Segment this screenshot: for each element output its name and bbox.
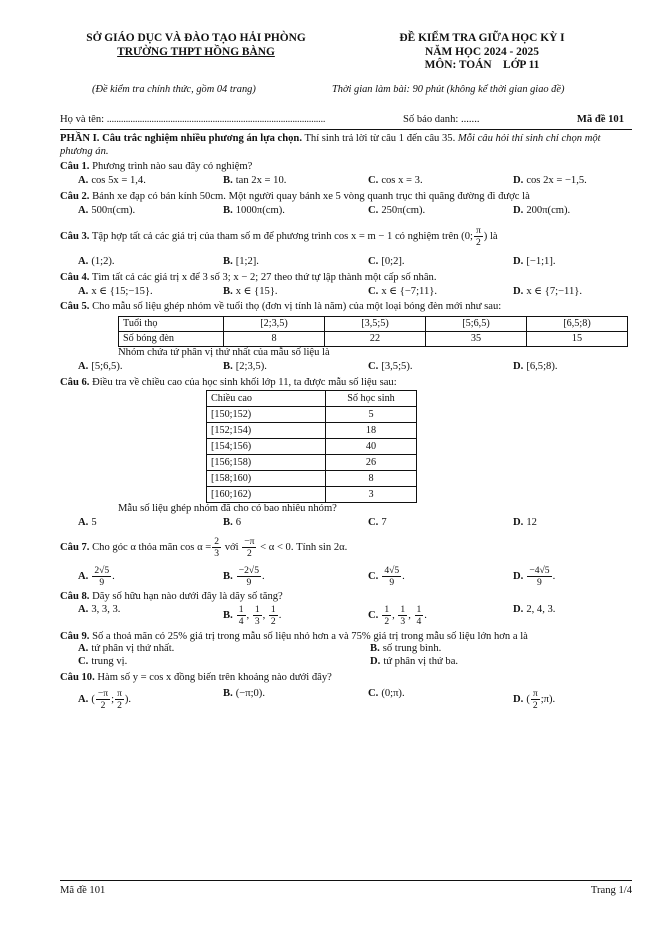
text-span: 1	[416, 604, 422, 616]
table-row	[207, 439, 417, 455]
question-9	[60, 631, 632, 669]
text-span: 3, 3, 3.	[91, 604, 121, 616]
option-c: C. [0;2].	[368, 256, 405, 268]
text-span: 3	[326, 487, 417, 503]
text-span: 12	[526, 516, 537, 528]
text-span: Hàm số y = cos x đồng biến trên khoảng nào dưới đây?	[94, 671, 332, 683]
option-a: A. 5	[78, 516, 97, 528]
text-span: −π	[97, 688, 109, 700]
option-d: D. ( $\frac{\pi}{2}$ ;π).	[513, 688, 556, 712]
text-span: 4√5	[384, 564, 400, 576]
text-span: 5	[326, 407, 417, 423]
text-span: [150;152)	[207, 407, 326, 423]
option-b: B. số trung bình.	[370, 643, 442, 655]
text-span: 8	[326, 471, 417, 487]
text-span: 26	[326, 455, 417, 471]
text-span: 9	[389, 576, 395, 588]
header-divider	[60, 129, 632, 130]
text-span: 18	[326, 423, 417, 439]
text-span: tứ phân vị thứ nhất.	[91, 643, 175, 655]
option-b: B. 1000π(cm).	[223, 204, 285, 216]
time-note: Thời gian làm bài: 90 phút (không kể thời gian giao đề)	[332, 84, 565, 95]
text-span: [154;156)	[207, 439, 326, 455]
option-a: A. 3, 3, 3.	[78, 604, 121, 616]
text-span: 3	[254, 616, 260, 628]
text-span: x ∈ {7;−11}.	[526, 285, 582, 297]
question-7	[60, 536, 632, 588]
option-d: D. 12	[513, 516, 537, 528]
question-3	[60, 225, 632, 269]
student-number-label: Số báo danh: .......	[403, 114, 480, 125]
text-span: π	[532, 688, 538, 700]
text-span: 500π(cm).	[91, 204, 136, 216]
text-span: [3,5;5).	[381, 360, 413, 372]
section-title: PHẦN I. Câu trắc nghiệm nhiều phương án lựa chọn.	[60, 133, 302, 144]
text-span: 200π(cm).	[526, 204, 571, 216]
text-span: (0;π).	[381, 688, 405, 700]
text-span: 1000π(cm).	[235, 204, 285, 216]
text-span: 1	[238, 604, 244, 616]
text-span: (1;2).	[91, 256, 115, 268]
option-a: A. cos 5x = 1,4.	[78, 175, 146, 187]
text-span: 9	[246, 576, 252, 588]
text-span: cos x = 3.	[381, 175, 423, 187]
option-b: B. [2;3,5).	[223, 360, 267, 372]
text-span: là	[487, 231, 498, 243]
text-span: 250π(cm).	[381, 204, 426, 216]
option-a: A. [5;6,5).	[78, 360, 123, 372]
text-span: −2√5	[238, 564, 259, 576]
text-span: Nhóm chứa tứ phân vị thứ nhất của mẫu số liệu là	[118, 347, 330, 359]
option-d: D. tứ phân vị thứ ba.	[370, 655, 459, 667]
text-span: tứ phân vị thứ ba.	[383, 655, 459, 667]
option-c: C. [3,5;5).	[368, 360, 413, 372]
text-span: 35	[426, 332, 527, 347]
text-span: Số a thoả mãn có 25% giá trị trong mẫu số liệu nhỏ hơn a và 75% giá trị trong mẫu số liệu lớn hơn a là	[89, 630, 528, 642]
department-name: SỞ GIÁO DỤC VÀ ĐÀO TẠO HẢI PHÒNG	[86, 32, 306, 44]
option-a: A. $\frac{2√5}{9}$ .	[78, 564, 115, 588]
text-span: −π	[244, 535, 255, 547]
text-span: Câu 1.	[60, 161, 90, 173]
text-span: Câu 3.	[60, 231, 90, 243]
option-d: D. 2, 4, 3.	[513, 604, 556, 616]
text-span: Mỗi câu hỏi thí sinh chỉ chọn một phương án.	[60, 133, 601, 157]
table-header	[207, 391, 417, 407]
page-footer	[60, 885, 632, 899]
text-span: 2	[475, 237, 481, 249]
option-b: B. $\frac{1}{4}$ , $\frac{1}{3}$ , $\frac{1}{2}$ .	[223, 604, 282, 628]
text-span: số trung bình.	[382, 643, 442, 655]
footer-exam-code: Mã đề 101	[60, 885, 106, 896]
text-span: Câu 4.	[60, 271, 90, 283]
table-row	[207, 487, 417, 503]
text-span: 2	[100, 700, 106, 712]
option-c: C. 7	[368, 516, 387, 528]
text-span: [0;2].	[381, 256, 405, 268]
text-span: Câu 10.	[60, 671, 95, 683]
questions-area	[60, 133, 632, 711]
text-span: 4	[416, 616, 422, 628]
option-d: D. 200π(cm).	[513, 204, 571, 216]
height-table	[206, 390, 417, 503]
text-span: Câu 7.	[60, 541, 90, 553]
text-span: [5;6,5)	[426, 317, 527, 332]
text-span: Tuổi thọ	[119, 317, 224, 332]
text-span: Tập hợp tất cả các giá trị của tham số m để phương trình cos x = m − 1 có nghiệm trên	[89, 231, 459, 243]
text-span: với	[222, 541, 242, 553]
question-4	[60, 272, 632, 298]
text-span: π	[475, 225, 481, 237]
question-10	[60, 672, 632, 712]
table-row	[207, 407, 417, 423]
subject-grade: MÔN: TOÁN LỚP 11	[424, 59, 540, 72]
option-a: A. tứ phân vị thứ nhất.	[78, 643, 175, 655]
text-span: < α < 0. Tính sin 2α.	[257, 541, 348, 553]
text-span: Số bóng đèn	[119, 332, 224, 347]
option-d: D. [−1;1].	[513, 256, 556, 268]
text-span: 6	[235, 516, 242, 528]
text-span: Dãy số hữu hạn nào dưới đây là dãy số tăng?	[89, 590, 283, 602]
text-span: )	[483, 231, 488, 243]
text-span: tan 2x = 10.	[235, 175, 287, 187]
text-span: 2	[214, 535, 220, 547]
text-span: Cho mẫu số liệu ghép nhóm về tuổi thọ (đơn vị tính là năm) của một loại bóng đèn mới như sau:	[89, 301, 502, 313]
exam-header	[352, 32, 612, 73]
text-span: 2√5	[94, 564, 110, 576]
text-span: [−1;1].	[526, 256, 556, 268]
text-span: Câu 5.	[60, 301, 90, 313]
text-span: Tìm tất cả các giá trị x để 3 số 3; x − 2; 27 theo thứ tự lập thành một cấp số nhân.	[89, 271, 437, 283]
table-row	[207, 455, 417, 471]
option-b: B. (−π;0).	[223, 688, 265, 700]
option-b: B. $\frac{-2√5}{9}$ .	[223, 564, 265, 588]
text-span: [5;6,5).	[91, 360, 123, 372]
option-c: C. $\frac{4√5}{9}$ .	[368, 564, 405, 588]
text-span: 15	[527, 332, 628, 347]
option-a: A. 500π(cm).	[78, 204, 136, 216]
school-name: TRƯỜNG THPT HỒNG BÀNG	[117, 45, 275, 58]
text-span: Phương trình nào sau đây có nghiệm?	[89, 161, 253, 173]
text-span: −4√5	[529, 564, 550, 576]
question-5	[60, 301, 632, 373]
option-c: C. $\frac{1}{2}$ , $\frac{1}{3}$ , $\frac{1}{4}$ .	[368, 604, 427, 628]
text-span: 9	[537, 576, 542, 588]
text-span: 2	[532, 700, 538, 712]
text-span: Câu 8.	[60, 590, 90, 602]
school-year: NĂM HỌC 2024 - 2025	[425, 45, 539, 58]
section-instructions	[60, 133, 632, 158]
text-span: 22	[325, 332, 426, 347]
table-row	[207, 423, 417, 439]
text-span: (0;	[461, 231, 473, 243]
text-span: 2	[117, 700, 122, 712]
option-d: D. x ∈ {7;−11}.	[513, 285, 582, 297]
text-span: 5	[91, 516, 97, 528]
text-span: Số học sinh	[326, 391, 417, 407]
text-span: [160;162)	[207, 487, 326, 503]
table-row	[119, 332, 628, 347]
text-span: Thí sinh trả lời từ câu 1 đến câu 35.	[301, 133, 458, 144]
option-d: D. [6,5;8).	[513, 360, 558, 372]
text-span: Mẫu số liệu ghép nhóm đã cho có bao nhiêu nhóm?	[118, 503, 337, 515]
option-d: D. cos 2x = −1,5.	[513, 175, 587, 187]
option-a: A. ( $\frac{-\pi}{2}$ ; $\frac{\pi}{2}$ ).	[78, 688, 132, 712]
option-c: C. trung vị.	[78, 655, 128, 667]
text-span: [2;3,5)	[224, 317, 325, 332]
page-number: Trang 1/4	[590, 885, 632, 896]
option-a: A. x ∈ {15;−15}.	[78, 285, 153, 297]
school-header	[58, 32, 334, 59]
option-c: C. cos x = 3.	[368, 175, 423, 187]
lifespan-table	[118, 316, 628, 347]
text-span: 2, 4, 3.	[526, 604, 556, 616]
question-6	[60, 377, 632, 530]
option-b: B. 6	[223, 516, 242, 528]
text-span: trung vị.	[91, 655, 128, 667]
question-8	[60, 591, 632, 628]
text-span: [3,5;5)	[325, 317, 426, 332]
option-c: C. (0;π).	[368, 688, 405, 700]
question-1	[60, 161, 632, 187]
text-span: Cho góc α thỏa mãn cos α =	[89, 541, 212, 553]
text-span: 4	[238, 616, 244, 628]
option-c: C. 250π(cm).	[368, 204, 426, 216]
text-span: 7	[381, 516, 387, 528]
text-span: Câu 9.	[60, 630, 90, 642]
option-b: B. x ∈ {15}.	[223, 285, 278, 297]
text-span: 1	[270, 604, 276, 616]
text-span: 8	[224, 332, 325, 347]
text-span: Câu 6.	[60, 376, 90, 388]
text-span: [158;160)	[207, 471, 326, 487]
option-a: A. (1;2).	[78, 256, 115, 268]
text-span: Chiều cao	[207, 391, 326, 407]
text-span: 1	[400, 604, 406, 616]
option-d: D. $\frac{-4√5}{9}$ .	[513, 564, 556, 588]
text-span: Điều tra về chiều cao của học sinh khối lớp 11, ta được mẫu số liệu sau:	[89, 376, 397, 388]
text-span: 1	[384, 604, 390, 616]
question-2	[60, 191, 632, 217]
exam-code: Mã đề 101	[576, 114, 624, 125]
text-span: 2	[384, 616, 390, 628]
text-span: x ∈ {15}.	[235, 285, 278, 297]
text-span: [2;3,5).	[235, 360, 267, 372]
text-span: 9	[99, 576, 105, 588]
text-span: [1;2].	[235, 256, 259, 268]
text-span: 3	[214, 547, 220, 559]
option-b: B. tan 2x = 10.	[223, 175, 287, 187]
text-span: [152;154)	[207, 423, 326, 439]
text-span: Câu 2.	[60, 190, 90, 202]
student-info-line	[60, 114, 630, 128]
text-span: 2	[246, 547, 252, 559]
text-span: [6,5;8).	[526, 360, 558, 372]
text-span: 2	[270, 616, 276, 628]
text-span: cos 5x = 1,4.	[91, 175, 146, 187]
table-row	[207, 471, 417, 487]
text-span: x ∈ {−7;11}.	[381, 285, 437, 297]
footer-divider	[60, 880, 632, 881]
option-c: C. x ∈ {−7;11}.	[368, 285, 437, 297]
official-note: (Đề kiểm tra chính thức, gồm 04 trang)	[92, 84, 256, 95]
name-field: .............................................................................................	[106, 114, 326, 125]
text-span: cos 2x = −1,5.	[526, 175, 587, 187]
text-span: x ∈ {15;−15}.	[91, 285, 153, 297]
text-span: [6,5;8)	[527, 317, 628, 332]
table-row	[119, 317, 628, 332]
exam-title: ĐỀ KIỂM TRA GIỮA HỌC KỲ I	[399, 32, 565, 44]
text-span: Bánh xe đạp có bán kính 50cm. Một người quay bánh xe 5 vòng quanh trục thì quãng đường đi được là	[89, 190, 530, 202]
text-span: [156;158)	[207, 455, 326, 471]
text-span: 1	[254, 604, 260, 616]
option-b: B. [1;2].	[223, 256, 259, 268]
name-label: Họ và tên:	[60, 114, 105, 125]
text-span: 3	[400, 616, 406, 628]
text-span: π	[117, 688, 122, 700]
text-span: (−π;0).	[235, 688, 265, 700]
text-span: 40	[326, 439, 417, 455]
